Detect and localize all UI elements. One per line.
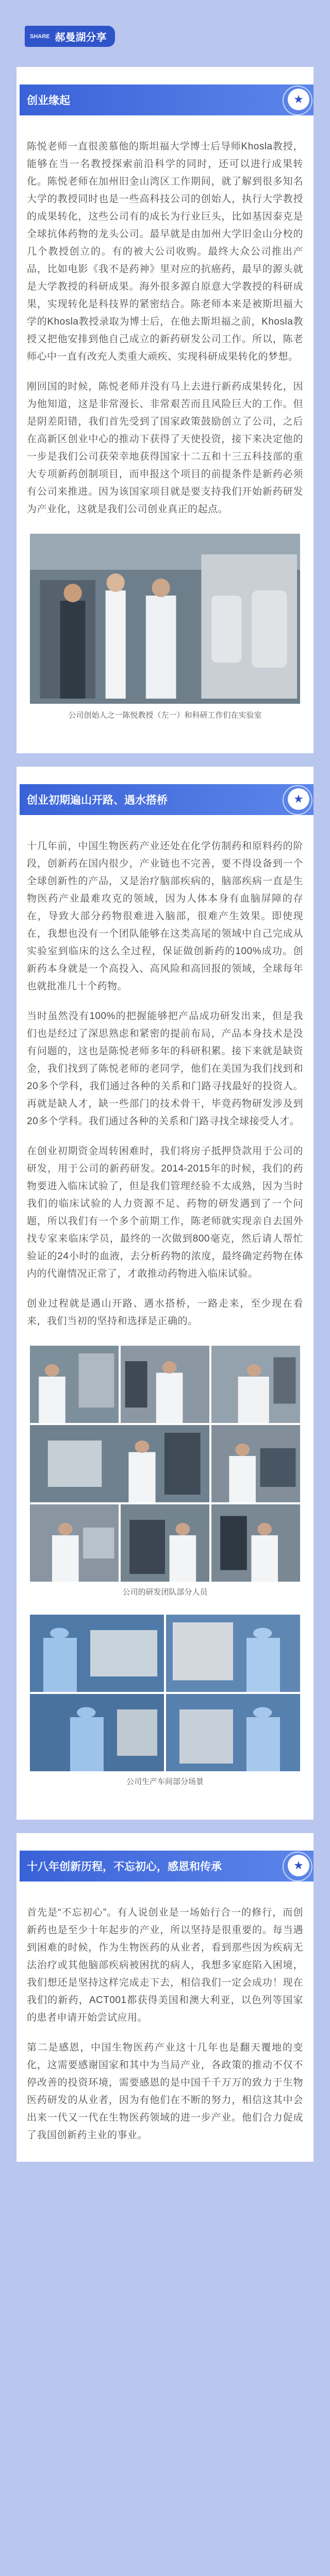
lab-photo-grid	[30, 1346, 300, 1582]
share-tag-small: SHARE	[30, 33, 50, 40]
production-photo-tile	[30, 1615, 164, 1692]
section-header	[20, 784, 314, 815]
star-icon: ★	[288, 788, 309, 810]
lab-photo-tile	[211, 1504, 300, 1582]
lab-photo	[30, 534, 300, 704]
photo-caption: 公司的研发团队部分人员	[122, 1588, 208, 1597]
section-header	[20, 1851, 314, 1882]
paragraph: 创业过程就是遇山开路、遇水搭桥，一路走来，至少现在看来，我们当初的坚持和选择是正确的。	[27, 1298, 303, 1327]
section-header	[20, 84, 314, 115]
header	[0, 0, 330, 67]
production-photo-tile	[30, 1694, 164, 1771]
production-photo-tile	[166, 1615, 300, 1692]
star-icon: ★	[288, 1855, 309, 1876]
lab-photo-tile	[121, 1504, 209, 1582]
lab-photo-tile	[211, 1346, 300, 1423]
paragraph: 首先是“不忘初心”。有人说创业是一场始行合一的修行，而创新药也是至少十年起步的产业，所以坚持是很重要的。每当遇到困难的时候，作为生物医药的从业者，看到那些因为疾病无法治疗或其他脑部疾病被困扰的病人，我想多家庭陷入困境，我们想还是坚持这样完成走下去，相信我们一定会成功！现在我们的新药，ACT001都获得美国和澳大利亚，以色列等国家的患者申请开始尝试应用。	[27, 1907, 303, 2023]
paragraph: 第二是感恩，中国生物医药产业这十几年也是翻天覆地的变化，这需要感谢国家和其中为当局产业，各政策的推动不仅不停改善的投资环境，需要感恩的是中国千千万万的致力于生物医药研发的从业者，因为有他们在不断的努力，相信这其中会出来一代又一代在生物医药领域的进一步产业。他们合力促成了我国创新药主业的事业。	[27, 2042, 303, 2141]
paragraph: 刚回国的时候，陈悦老师并没有马上去进行新药成果转化，因为他知道，这是非常漫长、非常艰苦而且风险巨大的工作。但是阴差阳错，我们首先受到了国家政策鼓励创立了公司，之后在高新区创业中心的推动下获得了天使投资，接下来决定他的一步是我们公司获荣幸地获得国家十二五和十三五科技部的重大专项新药创制项目，而申报这个项目的前提条件是新药必须有公司来推进。因为该国家项目就是要支持我们开始新药研发为产业化，这就是我们公司创业真正的起点。	[27, 381, 303, 515]
section-card	[16, 67, 314, 753]
paragraph: 在创业初期资金周转困难时，我们将房子抵押贷款用于公司的研发，用于公司的新药研发。2014-2015年的时候，我们的药物要进入临床试验了，但是我们管理经验不太成熟，因为当时我们的临床试验的人力资源不足、药物的研发遇到了一个问题，所以我们有一个多个前期工作，陈老师就实现亲自去国外找专家来临床学员，最终的一次做到800毫克，然后请人帮忙验证的24小时的血液，去分析药物的浓度，最终确定药物在体内的代谢情况正常了，才敢推动药物进入临床试验。	[27, 1146, 303, 1279]
paragraph: 陈悦老师一直很羡慕他的斯坦福大学博士后导师Khosla教授，能够在当一名教授探索前沿科学的同时，还可以进行成果转化。陈悦老师在加州旧金山湾区工作期间，就了解到很多知名大学的教授同时也是一些高科技公司的创始人，执行大学教授的成果转化，这些公司有的成长为行业巨头，比如基因泰克是全球抗体药物的龙头公司。最早就是由加州大学旧金山分校的几个教授创立的。有的被大公司收购。最终大众公司推出产品，比如电影《我不是药神》里对应的抗癌药，最早的源头就是大学教授的科研成果。海外很多源自原意大学教授的科研成果，实现转化是科技界的紧密结合。陈老师本来是被斯坦福大学的Khosla教授录取为博士后，在他去斯坦福之前，Khosla教授又把他安排到他自己成立的新药研发公司工作。所以，陈老师心中一直有改充人类重大顽疾、实现科研成果转化的梦想。	[27, 141, 303, 362]
photo-caption: 公司生产车间部分场景	[126, 1777, 204, 1786]
section-title: 十八年创新历程，不忘初心，感恩和传承	[27, 1861, 222, 1873]
section-title: 创业初期遍山开路、遇水搭桥	[27, 794, 168, 806]
share-tag-label: 郝曼湖分享	[55, 32, 107, 43]
lab-photo-tile	[121, 1346, 209, 1423]
photo-caption: 公司创始人之一陈悦教授（左一）和科研工作们在实验室	[68, 711, 262, 720]
paragraph: 当时虽然没有100%的把握能够把产品成功研发出来，但是我们也是经过了深思熟虑和紧密的提前布局，产品本身技术是没有问题的，这也是陈悦老师多年的科研积累。接下来就是缺资金，我们找到了陈悦老师的老同学，他们在美国为我们找到和20多个学科，我们通过各种的关系和门路寻找最好的投资人。再就是缺人才，缺一些部门的技术骨干，毕竟药物研发涉及到20多个学科。我们通过各种的关系和门路寻找全球接受人才。	[27, 1011, 303, 1127]
lab-photo-tile	[30, 1346, 119, 1423]
section-title: 创业缘起	[27, 95, 70, 107]
lab-photo-tile	[30, 1504, 119, 1582]
star-icon: ★	[288, 89, 309, 110]
share-tag	[25, 26, 115, 47]
paragraph: 十几年前，中国生物医药产业还处在化学仿制药和原料药的阶段，创新药在国内很少，产业链也不完善，要不得设备到一个全球创新性的产品，又是治疗脑部疾病的，脑部疾病一直是生物医药产业最难攻克的领域，因为人体本身有血脑屏障的存在，导致大部分药物很难进入脑部，很难产生效果。即使现在，我想也没有一个团队能够在这类高尾的领域中自己完成从实验室到临床的这么全过程，保证做创新药的100%成功。创新药本身就是一个高投入、高风险和高回报的领域，全球每年也就批准几十个药物。	[27, 841, 303, 992]
lab-photo-tile	[30, 1425, 209, 1502]
section-card	[16, 767, 314, 1820]
production-photo-grid	[30, 1615, 300, 1771]
section-card	[16, 1833, 314, 2162]
lab-photo-tile	[211, 1425, 300, 1502]
production-photo-tile	[166, 1694, 300, 1771]
